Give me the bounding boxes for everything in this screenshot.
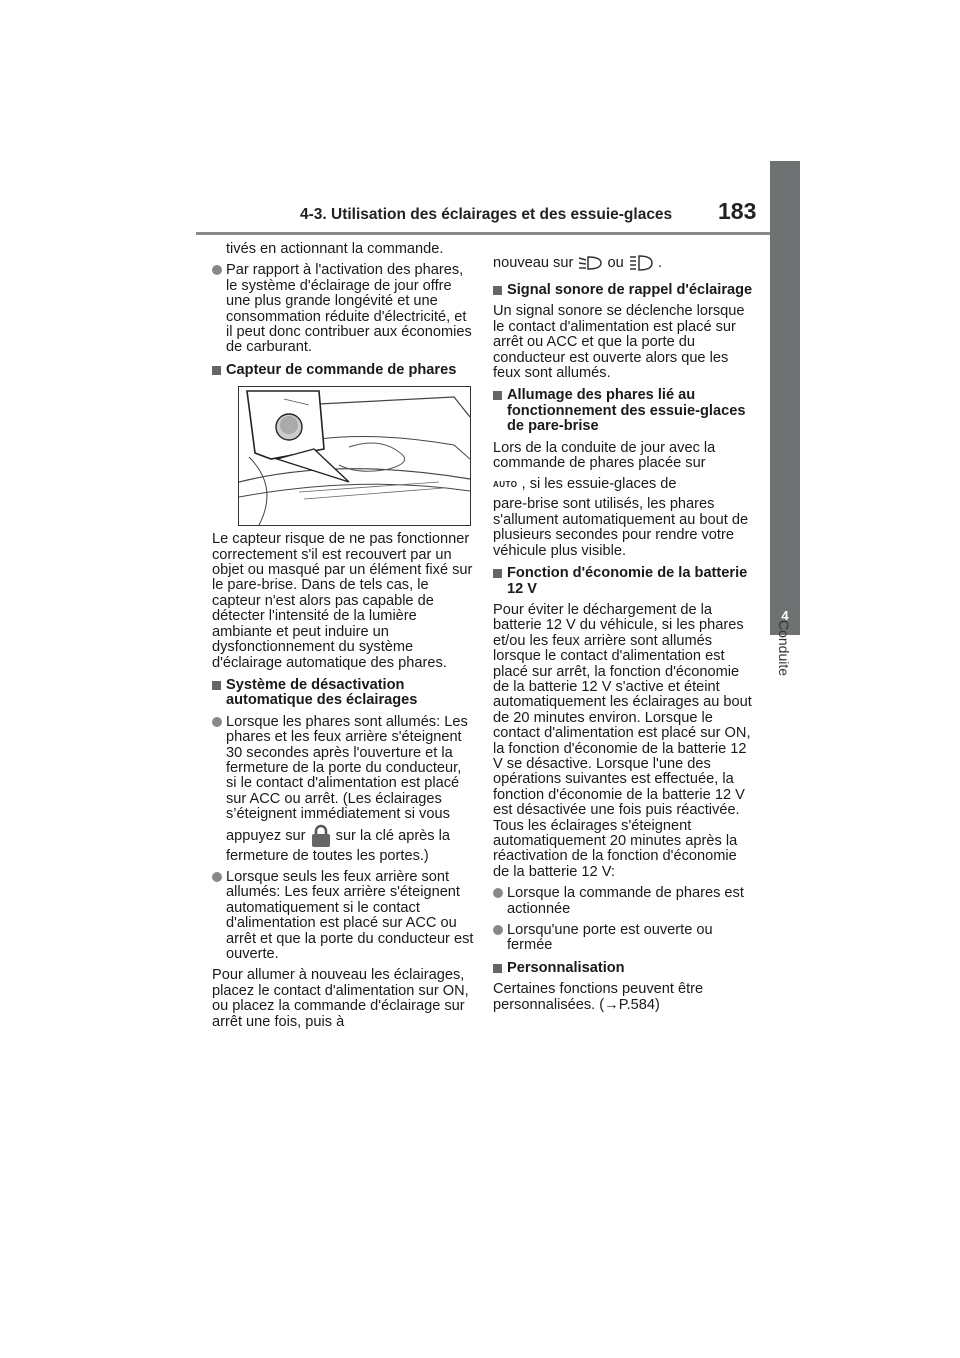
bullet-text: Lorsque la commande de phares est actionnée xyxy=(507,885,744,917)
bullet-item xyxy=(493,923,755,954)
square-marker-icon xyxy=(212,366,221,375)
square-marker-icon xyxy=(493,569,502,578)
square-marker-icon xyxy=(212,681,221,690)
continuation-text: nouveau sur xyxy=(493,255,574,271)
low-beam-icon xyxy=(577,254,603,272)
heading-text: Capteur de commande de phares xyxy=(226,361,457,378)
left-column xyxy=(212,242,474,1030)
continuation-text: ou xyxy=(607,255,624,271)
bullet-dot-icon xyxy=(493,888,503,898)
heading-text: Signal sonore de rappel d'éclairage xyxy=(507,282,753,298)
paragraph: Le capteur risque de ne pas fonctionner correctement s'il est recouvert par un objet ou masqué par un élément fixé sur le pare-brise. Dans de tels cas, le capteur n'est alors pas capable de détecter l'intensité de la lumière ambiante et peut induire un dysfonctionnement du système d'éclairage automatique des phares. xyxy=(212,531,473,671)
paragraph-text: Certaines fonctions peuvent être personnalisées. ( xyxy=(493,981,704,1013)
windshield-sensor-icon xyxy=(239,387,470,525)
header-title: 4-3. Utilisation des éclairages et des essuie-glaces xyxy=(300,206,673,223)
headlight-icon xyxy=(628,254,654,272)
bullet-dot-icon xyxy=(493,925,503,935)
paragraph: Un signal sonore se déclenche lorsque le contact d'alimentation est placé sur arrêt ou ACC et que la porte du conducteur est ouverte alors que les feux sont allumés. xyxy=(493,303,745,382)
continuation-text: tivés en actionnant la commande. xyxy=(226,241,444,257)
bullet-text: Par rapport à l'activation des phares, le système d'éclairage de jour offre une plus grande longévité et une consommation réduite d'électricité, et il peut donc contribuer aux économies de carburant. xyxy=(226,262,472,356)
heading-text: Personnalisation xyxy=(507,959,625,976)
paragraph xyxy=(493,982,755,1013)
chapter-number: 4 xyxy=(781,608,789,623)
section-heading xyxy=(493,961,755,976)
paragraph: Lors de la conduite de jour avec la commande de phares placée sur xyxy=(493,439,716,472)
square-marker-icon xyxy=(493,286,502,295)
section-heading xyxy=(493,388,755,434)
section-heading xyxy=(212,678,474,709)
bullet-item xyxy=(212,263,474,355)
right-column xyxy=(493,250,755,1013)
page-reference-link[interactable]: P.584) xyxy=(618,996,660,1013)
square-marker-icon xyxy=(493,964,502,973)
lock-icon-line xyxy=(226,823,474,849)
bullet-text: appuyez sur xyxy=(226,827,306,844)
page-number: 183 xyxy=(718,198,757,224)
section-heading xyxy=(212,363,474,378)
paragraph: , si les essuie-glaces de xyxy=(521,476,677,493)
header-rule xyxy=(196,232,800,235)
section-heading xyxy=(493,283,755,298)
chapter-label xyxy=(770,620,800,720)
heading-text: Allumage des phares lié au fonctionnement des essuie-glaces de pare-brise xyxy=(507,387,746,435)
paragraph: pare-brise sont utilisés, les phares s'allument automatiquement au bout de plusieurs secondes pour rendre votre véhicule plus visible. xyxy=(493,496,749,559)
heading-text: Système de désactivation automatique des éclairages xyxy=(226,676,418,709)
chapter-label-text: Conduite xyxy=(776,620,792,677)
arrow-icon: → xyxy=(604,996,619,1013)
lock-icon xyxy=(310,824,332,848)
auto-icon-line xyxy=(493,471,755,497)
chapter-tab xyxy=(770,161,800,580)
bullet-text: Lorsque seuls les feux arrière sont allumés: Les feux arrière s'éteignent automatiquement si le contact d'alimentation est placé sur ACC ou arrêt et que la porte du conducteur est ouverte. xyxy=(226,868,474,962)
auto-icon: AUTO xyxy=(493,479,518,489)
headlight-sensor-illustration xyxy=(238,386,471,526)
bullet-item xyxy=(212,870,474,962)
bullet-text: Lorsque les phares sont allumés: Les phares et les feux arrière s'éteignent 30 secondes après l'ouverture et la fermeture de la porte du conducteur, si le contact d'alimentation est placé sur ACC ou arrêt. (Les éclairages s’éteignent immédiatement si vous xyxy=(226,713,468,823)
bullet-dot-icon xyxy=(212,717,222,727)
section-heading xyxy=(493,566,755,597)
bullet-dot-icon xyxy=(212,265,222,275)
heading-text: Fonction d'économie de la batterie 12 V xyxy=(507,565,748,597)
bullet-text: Lorsqu'une porte est ouverte ou fermée xyxy=(507,922,713,954)
square-marker-icon xyxy=(493,391,502,400)
bullet-item xyxy=(212,715,474,864)
continuation-text: . xyxy=(657,255,662,271)
bullet-text: fermeture de toutes les portes.) xyxy=(226,847,429,864)
bullet-item xyxy=(493,886,755,917)
bullet-dot-icon xyxy=(212,872,222,882)
bullet-text: sur la clé après la xyxy=(335,827,451,844)
continuation-line xyxy=(493,250,755,276)
paragraph: Pour éviter le déchargement de la batterie 12 V du véhicule, si les phares et/ou les feux arrière sont allumés lorsque le contact d'alimentation est placé sur arrêt, la fonction d'économie de la batterie 12 V s'active et éteint automatiquement les éclairages au bout de 20 minutes environ. Lorsque le contact d'alimentation est placé sur ON, la fonction d'économie de la batterie 12 V se désactive. Lorsque l'une des opérations suivantes est effectuée, la fonction d'économie de la batterie 12 V est désactivée une fois puis réactivée. Tous les éclairages s'éteignent automatiquement 20 minutes après la réactivation de la fonction d'économie de la batterie 12 V: xyxy=(493,601,752,880)
paragraph: Pour allumer à nouveau les éclairages, placez le contact d'alimentation sur ON, ou placez la commande d'éclairage sur arrêt une fois, puis à xyxy=(212,967,469,1030)
